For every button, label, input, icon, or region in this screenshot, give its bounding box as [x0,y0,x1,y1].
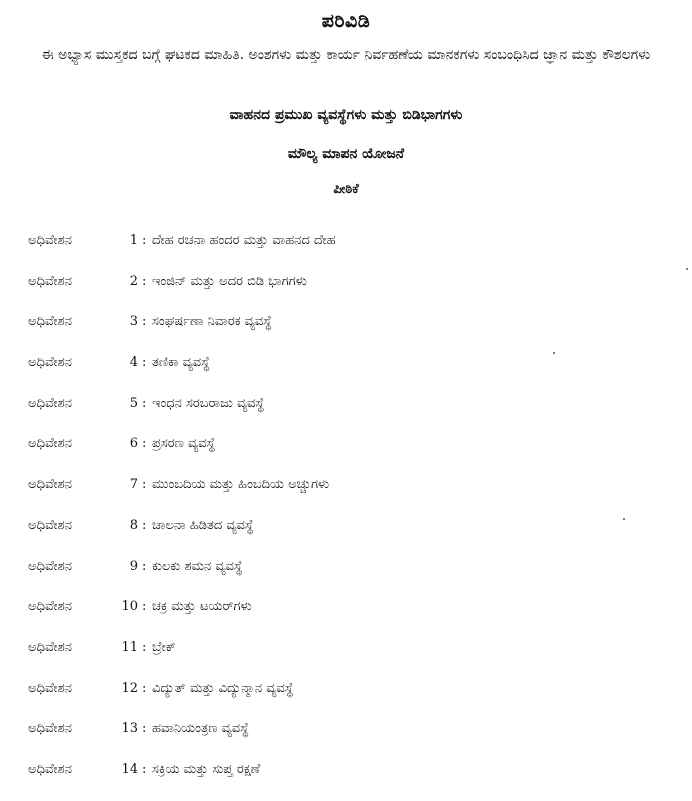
session-label: ಅಧಿವೇಶನ [28,477,72,493]
session-label: ಅಧಿವೇಶನ [28,721,72,737]
session-number: 7 [129,477,138,493]
session-number: 8 [129,517,138,533]
session-topic: ಹವಾನಿಯಂತ್ರಣ ವ್ಯವಸ್ಥೆ [152,721,249,737]
session-topic: ಇಂಧನ ಸರಬರಾಜು ವ್ಯವಸ್ಥೆ [152,395,265,411]
session-number: 3 [129,314,138,330]
session-label: ಅಧಿವೇಶನ [28,761,72,777]
session-separator: : [142,639,147,655]
session-number: 2 [129,273,138,289]
scan-speck [623,518,625,520]
session-separator: : [142,436,147,452]
contents-entry [28,394,658,435]
session-topic: ದೇಹ ರಚನಾ ಹಂದರ ಮತ್ತು ವಾಹನದ ದೇಹ [152,233,336,248]
session-separator: : [142,395,147,411]
session-topic: ತಣಿಕಾ ವ್ಯವಸ್ಥೆ [152,355,210,371]
intro-text: ಈ ಅಭ್ಯಾಸ ಮುಸ್ತಕದ ಬಗ್ಗೆ ಘಟಕದ ಮಾಹಿತಿ. ಅಂಶಗಳು ಮತ್ತು ಕಾರ್ಯ ನಿರ್ವಹಣೆಯ ಮಾನಕಗಳು ಸಂಬಂಧಿಸಿದ ಜ್ಞಾನ ಮತ್ತು ಕೌಶಲಗಳು [41,47,651,63]
section-heading-introduction: ಪೀಠಿಕೆ [333,182,359,197]
contents-entry [28,272,658,313]
session-topic: ಪ್ರಸರಣ ವ್ಯವಸ್ಥೆ [152,436,216,452]
session-topic: ಚಾಲನಾ ಹಿಡಿತದ ವ್ಯವಸ್ಥೆ [152,517,254,533]
session-number: 12 [121,680,138,696]
contents-entry [28,516,658,557]
contents-entry [28,231,658,272]
session-label: ಅಧಿವೇಶನ [28,436,72,452]
session-label: ಅಧಿವೇಶನ [28,314,72,330]
session-topic: ಸಕ್ರಿಯ ಮತ್ತು ಸುಪ್ತ ರಕ್ಷಣೆ [152,761,261,777]
contents-entry [28,760,658,801]
page-title: ಪರಿವಿಡಿ [321,10,371,32]
session-separator: : [142,680,147,696]
contents-entry [28,557,658,598]
scan-speck [553,352,555,354]
scan-speck [686,268,688,270]
session-topic: ವಿದ್ಯುತ್ ಮತ್ತು ವಿದ್ಯುನ್ಮಾನ ವ್ಯವಸ್ಥೆ [152,680,294,696]
contents-list [28,231,658,801]
session-topic: ಸಂಘರ್ಷಣಾ ನಿವಾರಕ ವ್ಯವಸ್ಥೆ [152,314,272,330]
session-number: 10 [121,599,138,615]
session-label: ಅಧಿವೇಶನ [28,355,72,371]
session-topic: ಚಕ್ರ ಮತ್ತು ಟಯರ್‌ಗಳು [152,599,252,615]
session-topic: ಕುಲಕು ಶಮನ ವ್ಯವಸ್ಥೆ [152,558,243,574]
session-label: ಅಧಿವೇಶನ [28,273,72,289]
session-topic: ಬ್ರೇಕ್ [152,639,176,655]
contents-entry [28,679,658,720]
session-label: ಅಧಿವೇಶನ [28,599,72,615]
session-number: 9 [129,558,138,574]
contents-entry [28,434,658,475]
session-separator: : [142,233,147,248]
session-number: 13 [121,721,138,737]
session-separator: : [142,599,147,615]
session-number: 5 [129,395,138,411]
session-separator: : [142,558,147,574]
session-number: 1 [129,233,138,248]
session-separator: : [142,273,147,289]
session-label: ಅಧಿವೇಶನ [28,639,72,655]
session-number: 11 [121,639,138,655]
session-label: ಅಧಿವೇಶನ [28,558,72,574]
session-separator: : [142,761,147,777]
section-heading-vehicle-systems: ವಾಹನದ ಪ್ರಮುಖ ವ್ಯವಸ್ಥೆಗಳು ಮತ್ತು ಬಿಡಿಭಾಗಗಳು [229,107,463,123]
contents-entry [28,475,658,516]
session-label: ಅಧಿವೇಶನ [28,680,72,696]
session-label: ಅಧಿವೇಶನ [28,233,72,248]
session-separator: : [142,477,147,493]
session-separator: : [142,355,147,371]
session-number: 6 [129,436,138,452]
session-label: ಅಧಿವೇಶನ [28,517,72,533]
session-separator: : [142,314,147,330]
session-separator: : [142,517,147,533]
contents-entry [28,638,658,679]
session-number: 14 [121,761,138,777]
session-separator: : [142,721,147,737]
contents-entry [28,312,658,353]
contents-entry [28,719,658,760]
session-label: ಅಧಿವೇಶನ [28,395,72,411]
contents-entry [28,353,658,394]
session-topic: ಮುಂಬದಿಯ ಮತ್ತು ಹಿಂಬದಿಯ ಅಚ್ಚುಗಳು [152,477,330,493]
session-number: 4 [129,355,138,371]
section-heading-assessment-plan: ಮೌಲ್ಯ ಮಾಪನ ಯೋಜನೆ [287,146,405,162]
session-topic: ಇಂಜಿನ್ ಮತ್ತು ಅದರ ಬಿಡಿ ಭಾಗಗಳು [152,273,307,289]
contents-entry [28,597,658,638]
